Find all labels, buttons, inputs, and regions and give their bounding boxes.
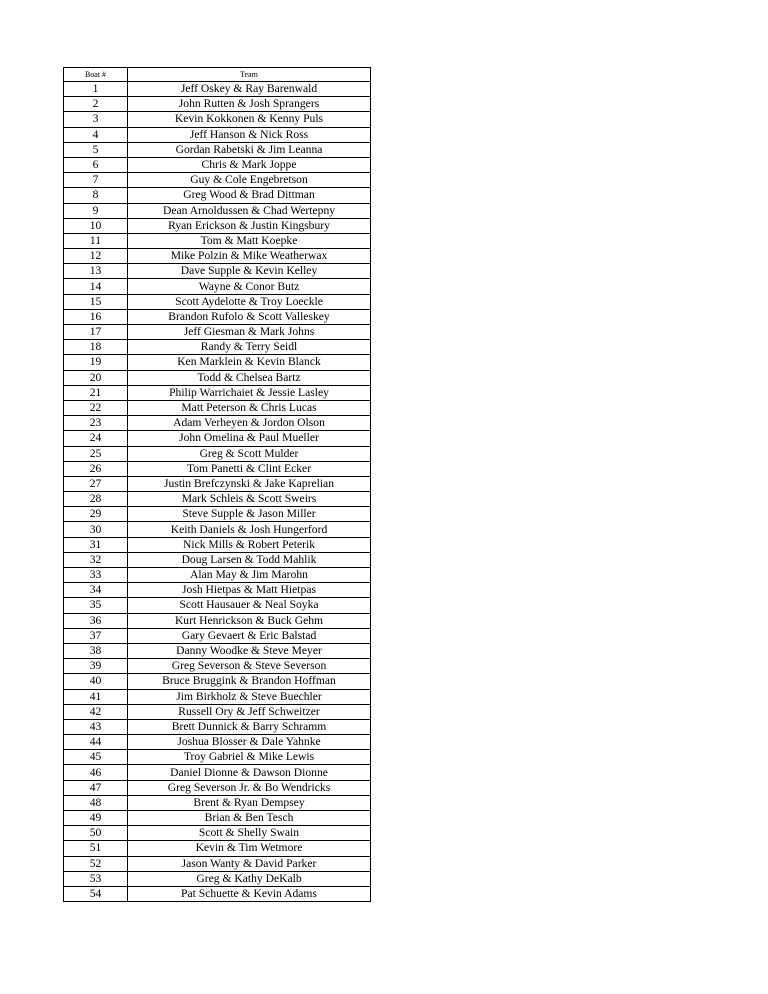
table-row <box>64 507 371 522</box>
boat-number-cell: 46 <box>64 765 128 780</box>
team-cell: Greg Wood & Brad Dittman <box>128 188 371 203</box>
team-cell: Jeff Oskey & Ray Barenwald <box>128 82 371 97</box>
table-row <box>64 735 371 750</box>
boat-number-cell: 50 <box>64 826 128 841</box>
table-row <box>64 370 371 385</box>
team-cell: Pat Schuette & Kevin Adams <box>128 886 371 901</box>
team-cell: Chris & Mark Joppe <box>128 157 371 172</box>
team-cell: Justin Brefczynski & Jake Kaprelian <box>128 476 371 491</box>
team-cell: Gary Gevaert & Eric Balstad <box>128 628 371 643</box>
table-row <box>64 264 371 279</box>
boat-number-cell: 5 <box>64 142 128 157</box>
boat-number-cell: 33 <box>64 568 128 583</box>
team-cell: Scott & Shelly Swain <box>128 826 371 841</box>
table-row <box>64 643 371 658</box>
boat-number-cell: 8 <box>64 188 128 203</box>
boat-number-cell: 42 <box>64 704 128 719</box>
boat-number-cell: 29 <box>64 507 128 522</box>
team-cell: Guy & Cole Engebretson <box>128 173 371 188</box>
team-cell: Kevin Kokkonen & Kenny Puls <box>128 112 371 127</box>
team-cell: Todd & Chelsea Bartz <box>128 370 371 385</box>
boat-number-cell: 48 <box>64 795 128 810</box>
boat-number-cell: 52 <box>64 856 128 871</box>
table-row <box>64 127 371 142</box>
boat-number-cell: 4 <box>64 127 128 142</box>
table-row <box>64 704 371 719</box>
table-header <box>64 68 371 82</box>
team-cell: Jeff Hanson & Nick Ross <box>128 127 371 142</box>
boat-number-cell: 38 <box>64 643 128 658</box>
boat-number-cell: 7 <box>64 173 128 188</box>
team-cell: Matt Peterson & Chris Lucas <box>128 400 371 415</box>
table-row <box>64 385 371 400</box>
table-body <box>64 82 371 902</box>
team-cell: Philip Warrichaiet & Jessie Lasley <box>128 385 371 400</box>
table-row <box>64 537 371 552</box>
boat-number-cell: 19 <box>64 355 128 370</box>
table-row <box>64 522 371 537</box>
boat-number-cell: 14 <box>64 279 128 294</box>
team-cell: Jason Wanty & David Parker <box>128 856 371 871</box>
boat-number-cell: 15 <box>64 294 128 309</box>
team-cell: Greg Severson Jr. & Bo Wendricks <box>128 780 371 795</box>
team-cell: Scott Aydelotte & Troy Loeckle <box>128 294 371 309</box>
boat-number-cell: 25 <box>64 446 128 461</box>
boat-number-cell: 45 <box>64 750 128 765</box>
boat-number-cell: 18 <box>64 340 128 355</box>
boat-number-cell: 37 <box>64 628 128 643</box>
table-row <box>64 476 371 491</box>
team-cell: Josh Hietpas & Matt Hietpas <box>128 583 371 598</box>
boat-number-cell: 24 <box>64 431 128 446</box>
table-row <box>64 400 371 415</box>
boat-number-cell: 28 <box>64 492 128 507</box>
table-row <box>64 461 371 476</box>
boat-number-cell: 6 <box>64 157 128 172</box>
team-cell: Mark Schleis & Scott Sweirs <box>128 492 371 507</box>
team-cell: Tom Panetti & Clint Ecker <box>128 461 371 476</box>
boat-number-cell: 31 <box>64 537 128 552</box>
table-row <box>64 142 371 157</box>
table-row <box>64 811 371 826</box>
team-cell: Kurt Henrickson & Buck Gehm <box>128 613 371 628</box>
boat-number-cell: 30 <box>64 522 128 537</box>
team-cell: Brett Dunnick & Barry Schramm <box>128 719 371 734</box>
table-row <box>64 416 371 431</box>
table-row <box>64 568 371 583</box>
boat-number-cell: 21 <box>64 385 128 400</box>
team-cell: Mike Polzin & Mike Weatherwax <box>128 249 371 264</box>
boat-number-cell: 34 <box>64 583 128 598</box>
boat-number-cell: 22 <box>64 400 128 415</box>
table-row <box>64 628 371 643</box>
table-row <box>64 780 371 795</box>
table-row <box>64 82 371 97</box>
table-row <box>64 294 371 309</box>
table-row <box>64 598 371 613</box>
table-row <box>64 583 371 598</box>
team-cell: Nick Mills & Robert Peterik <box>128 537 371 552</box>
boat-number-cell: 26 <box>64 461 128 476</box>
team-cell: Steve Supple & Jason Miller <box>128 507 371 522</box>
team-cell: Troy Gabriel & Mike Lewis <box>128 750 371 765</box>
boat-number-cell: 39 <box>64 659 128 674</box>
table-row <box>64 750 371 765</box>
table-row <box>64 871 371 886</box>
team-cell: Adam Verheyen & Jordon Olson <box>128 416 371 431</box>
table-row <box>64 249 371 264</box>
team-cell: Brent & Ryan Dempsey <box>128 795 371 810</box>
table-row <box>64 795 371 810</box>
boat-number-cell: 27 <box>64 476 128 491</box>
table-row <box>64 340 371 355</box>
boat-number-cell: 35 <box>64 598 128 613</box>
team-cell: John Omelina & Paul Mueller <box>128 431 371 446</box>
table-row <box>64 659 371 674</box>
table-row <box>64 233 371 248</box>
boat-number-cell: 12 <box>64 249 128 264</box>
boat-number-cell: 9 <box>64 203 128 218</box>
team-cell: Ken Marklein & Kevin Blanck <box>128 355 371 370</box>
header-row <box>64 68 371 82</box>
table-row <box>64 765 371 780</box>
boat-number-cell: 44 <box>64 735 128 750</box>
team-cell: Daniel Dionne & Dawson Dionne <box>128 765 371 780</box>
team-cell: Scott Hausauer & Neal Soyka <box>128 598 371 613</box>
team-header: Team <box>128 68 371 82</box>
team-cell: Brian & Ben Tesch <box>128 811 371 826</box>
team-cell: Tom & Matt Koepke <box>128 233 371 248</box>
boat-number-cell: 20 <box>64 370 128 385</box>
boat-number-cell: 17 <box>64 325 128 340</box>
team-cell: Greg & Scott Mulder <box>128 446 371 461</box>
team-cell: Danny Woodke & Steve Meyer <box>128 643 371 658</box>
table-row <box>64 613 371 628</box>
team-cell: Gordan Rabetski & Jim Leanna <box>128 142 371 157</box>
table-row <box>64 325 371 340</box>
team-cell: Jim Birkholz & Steve Buechler <box>128 689 371 704</box>
boat-number-cell: 49 <box>64 811 128 826</box>
team-cell: Kevin & Tim Wetmore <box>128 841 371 856</box>
boat-number-cell: 11 <box>64 233 128 248</box>
boat-number-cell: 10 <box>64 218 128 233</box>
team-cell: John Rutten & Josh Sprangers <box>128 97 371 112</box>
boat-number-cell: 40 <box>64 674 128 689</box>
team-cell: Alan May & Jim Marohn <box>128 568 371 583</box>
team-cell: Greg & Kathy DeKalb <box>128 871 371 886</box>
team-cell: Dean Arnoldussen & Chad Wertepny <box>128 203 371 218</box>
boat-number-cell: 1 <box>64 82 128 97</box>
team-cell: Doug Larsen & Todd Mahlik <box>128 552 371 567</box>
table-row <box>64 309 371 324</box>
boat-number-header: Boat # <box>64 68 128 82</box>
table-row <box>64 218 371 233</box>
team-cell: Jeff Giesman & Mark Johns <box>128 325 371 340</box>
boat-number-cell: 23 <box>64 416 128 431</box>
table-row <box>64 689 371 704</box>
team-cell: Randy & Terry Seidl <box>128 340 371 355</box>
team-cell: Greg Severson & Steve Severson <box>128 659 371 674</box>
team-cell: Russell Ory & Jeff Schweitzer <box>128 704 371 719</box>
table-row <box>64 279 371 294</box>
table-row <box>64 97 371 112</box>
table-row <box>64 446 371 461</box>
boat-number-cell: 47 <box>64 780 128 795</box>
boat-number-cell: 36 <box>64 613 128 628</box>
boat-team-table <box>63 67 371 902</box>
table-row <box>64 841 371 856</box>
table-row <box>64 157 371 172</box>
boat-number-cell: 51 <box>64 841 128 856</box>
table-row <box>64 203 371 218</box>
team-cell: Bruce Bruggink & Brandon Hoffman <box>128 674 371 689</box>
boat-number-cell: 2 <box>64 97 128 112</box>
team-cell: Joshua Blosser & Dale Yahnke <box>128 735 371 750</box>
team-cell: Wayne & Conor Butz <box>128 279 371 294</box>
table-row <box>64 492 371 507</box>
table-row <box>64 886 371 901</box>
team-cell: Brandon Rufolo & Scott Valleskey <box>128 309 371 324</box>
table-row <box>64 431 371 446</box>
table-row <box>64 173 371 188</box>
boat-number-cell: 3 <box>64 112 128 127</box>
boat-number-cell: 43 <box>64 719 128 734</box>
table-row <box>64 674 371 689</box>
table-row <box>64 552 371 567</box>
boat-number-cell: 54 <box>64 886 128 901</box>
table-row <box>64 856 371 871</box>
boat-number-cell: 32 <box>64 552 128 567</box>
table-row <box>64 719 371 734</box>
team-cell: Keith Daniels & Josh Hungerford <box>128 522 371 537</box>
table-row <box>64 112 371 127</box>
table-row <box>64 826 371 841</box>
table-row <box>64 188 371 203</box>
boat-number-cell: 53 <box>64 871 128 886</box>
team-cell: Ryan Erickson & Justin Kingsbury <box>128 218 371 233</box>
boat-number-cell: 16 <box>64 309 128 324</box>
boat-number-cell: 13 <box>64 264 128 279</box>
boat-number-cell: 41 <box>64 689 128 704</box>
team-cell: Dave Supple & Kevin Kelley <box>128 264 371 279</box>
table-row <box>64 355 371 370</box>
